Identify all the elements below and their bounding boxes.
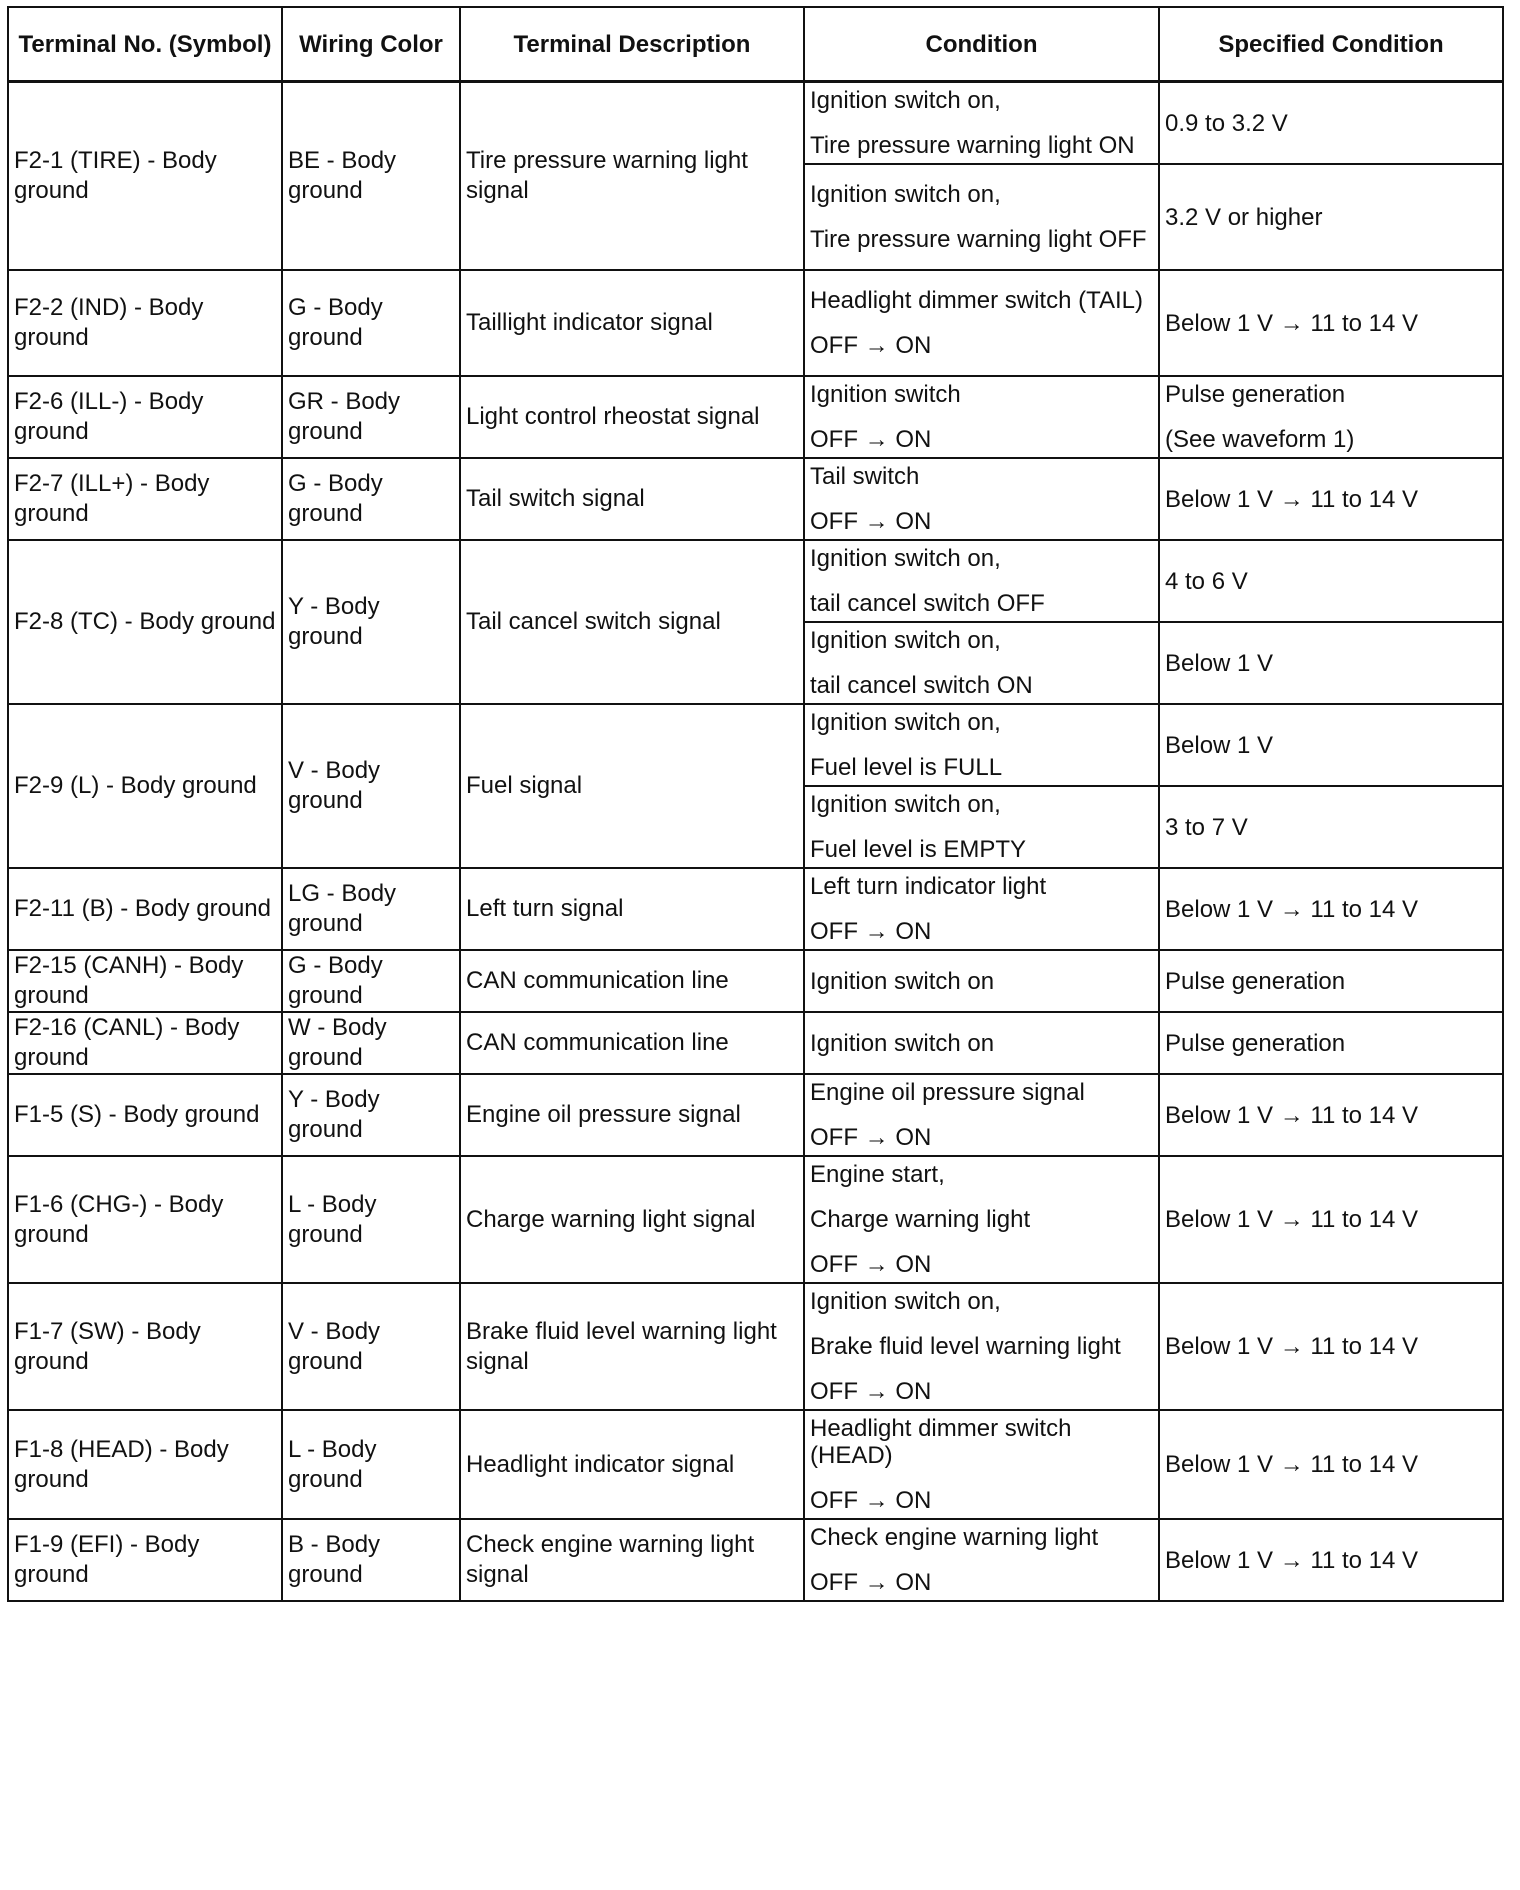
condition-line: Ignition switch on bbox=[810, 967, 995, 995]
description-cell: CAN communication line bbox=[460, 1012, 804, 1074]
condition-line: Left turn indicator light bbox=[810, 873, 1047, 900]
specified-condition-cell bbox=[1159, 82, 1503, 165]
specified-condition-cell bbox=[1159, 1410, 1503, 1519]
condition-line: OFF → ON bbox=[810, 1378, 932, 1405]
wiring-color-cell: L - Body ground bbox=[282, 1410, 460, 1519]
table-row bbox=[8, 950, 1503, 1012]
table-row bbox=[8, 868, 1503, 950]
description-cell: CAN communication line bbox=[460, 950, 804, 1012]
condition-line: Fuel level is EMPTY bbox=[810, 836, 1027, 863]
wiring-color-cell: G - Body ground bbox=[282, 270, 460, 376]
table-row bbox=[8, 1012, 1503, 1074]
table-row bbox=[8, 540, 1503, 622]
header-condition: Condition bbox=[804, 7, 1159, 82]
wiring-color-cell: G - Body ground bbox=[282, 950, 460, 1012]
condition-line: Ignition switch on, bbox=[810, 87, 1001, 114]
condition-cell bbox=[804, 164, 1159, 270]
specified-line: (See waveform 1) bbox=[1165, 426, 1355, 453]
condition-line: Tail switch bbox=[810, 463, 920, 490]
condition-cell bbox=[804, 1074, 1159, 1156]
specified-condition-cell bbox=[1159, 1156, 1503, 1283]
description-cell: Tire pressure warning light signal bbox=[460, 82, 804, 271]
condition-line: Ignition switch on, bbox=[810, 181, 1001, 208]
table-row bbox=[8, 704, 1503, 786]
description-cell: Light control rheostat signal bbox=[460, 376, 804, 458]
specified-line: Pulse generation bbox=[1165, 967, 1346, 995]
header-wiring-color: Wiring Color bbox=[282, 7, 460, 82]
condition-line: Ignition switch on, bbox=[810, 627, 1001, 654]
table-row bbox=[8, 82, 1503, 165]
terminal-cell: F1-6 (CHG-) - Body ground bbox=[8, 1156, 282, 1283]
wiring-color-cell: L - Body ground bbox=[282, 1156, 460, 1283]
table-row bbox=[8, 376, 1503, 458]
specified-condition-cell bbox=[1159, 868, 1503, 950]
condition-cell bbox=[804, 1012, 1159, 1074]
specified-condition-cell bbox=[1159, 786, 1503, 868]
condition-line: OFF → ON bbox=[810, 918, 932, 945]
terminal-cell: F1-7 (SW) - Body ground bbox=[8, 1283, 282, 1410]
specified-condition-cell bbox=[1159, 1074, 1503, 1156]
description-cell: Left turn signal bbox=[460, 868, 804, 950]
condition-cell bbox=[804, 786, 1159, 868]
condition-line: Ignition switch on, bbox=[810, 791, 1001, 818]
description-cell: Check engine warning light signal bbox=[460, 1519, 804, 1601]
header-terminal: Terminal No. (Symbol) bbox=[8, 7, 282, 82]
condition-line: Check engine warning light bbox=[810, 1524, 1099, 1551]
specified-condition-cell bbox=[1159, 1012, 1503, 1074]
terminal-cell: F2-9 (L) - Body ground bbox=[8, 704, 282, 868]
wiring-color-cell: BE - Body ground bbox=[282, 82, 460, 271]
condition-cell bbox=[804, 1519, 1159, 1601]
condition-line: Ignition switch on, bbox=[810, 1288, 1001, 1315]
condition-line: Tire pressure warning light ON bbox=[810, 132, 1135, 159]
terminal-cell: F2-11 (B) - Body ground bbox=[8, 868, 282, 950]
condition-cell bbox=[804, 868, 1159, 950]
condition-line: Engine oil pressure signal bbox=[810, 1079, 1085, 1106]
description-cell: Brake fluid level warning light signal bbox=[460, 1283, 804, 1410]
specified-condition-cell bbox=[1159, 376, 1503, 458]
terminal-cell: F1-8 (HEAD) - Body ground bbox=[8, 1410, 282, 1519]
condition-line: OFF → ON bbox=[810, 508, 932, 535]
condition-cell bbox=[804, 270, 1159, 376]
condition-line: OFF → ON bbox=[810, 1251, 932, 1278]
specified-condition-cell bbox=[1159, 950, 1503, 1012]
wiring-color-cell: Y - Body ground bbox=[282, 540, 460, 704]
specified-condition-cell bbox=[1159, 1519, 1503, 1601]
header-row bbox=[8, 7, 1503, 82]
condition-line: Ignition switch bbox=[810, 381, 961, 408]
condition-line: Charge warning light bbox=[810, 1206, 1031, 1233]
table-row bbox=[8, 1410, 1503, 1519]
description-cell: Headlight indicator signal bbox=[460, 1410, 804, 1519]
condition-cell bbox=[804, 1410, 1159, 1519]
wiring-color-cell: W - Body ground bbox=[282, 1012, 460, 1074]
condition-cell bbox=[804, 950, 1159, 1012]
condition-line: Ignition switch on, bbox=[810, 545, 1001, 572]
specified-condition-cell bbox=[1159, 458, 1503, 540]
terminal-cell: F2-16 (CANL) - Body ground bbox=[8, 1012, 282, 1074]
condition-cell bbox=[804, 376, 1159, 458]
condition-cell bbox=[804, 622, 1159, 704]
description-cell: Tail switch signal bbox=[460, 458, 804, 540]
terminal-cell: F2-7 (ILL+) - Body ground bbox=[8, 458, 282, 540]
condition-line: Ignition switch on, bbox=[810, 709, 1001, 736]
specified-condition-cell bbox=[1159, 1283, 1503, 1410]
wiring-color-cell: GR - Body ground bbox=[282, 376, 460, 458]
terminal-cell: F1-9 (EFI) - Body ground bbox=[8, 1519, 282, 1601]
specified-line: 3.2 V or higher bbox=[1165, 203, 1323, 231]
wiring-color-cell: LG - Body ground bbox=[282, 868, 460, 950]
header-specified-condition: Specified Condition bbox=[1159, 7, 1503, 82]
table-row bbox=[8, 1519, 1503, 1601]
wiring-color-cell: V - Body ground bbox=[282, 704, 460, 868]
specified-line: Below 1 V → 11 to 14 V bbox=[1165, 309, 1419, 337]
terminal-cell: F2-6 (ILL-) - Body ground bbox=[8, 376, 282, 458]
specified-line: Below 1 V bbox=[1165, 731, 1274, 759]
table-row bbox=[8, 458, 1503, 540]
condition-cell bbox=[804, 1156, 1159, 1283]
table-row bbox=[8, 1074, 1503, 1156]
specified-line: Below 1 V → 11 to 14 V bbox=[1165, 1101, 1419, 1129]
terminal-cell: F1-5 (S) - Body ground bbox=[8, 1074, 282, 1156]
condition-line: Ignition switch on bbox=[810, 1029, 995, 1057]
condition-line: OFF → ON bbox=[810, 426, 932, 453]
condition-line: Tire pressure warning light OFF bbox=[810, 226, 1147, 253]
wiring-color-cell: Y - Body ground bbox=[282, 1074, 460, 1156]
table-row bbox=[8, 1156, 1503, 1283]
condition-line: tail cancel switch ON bbox=[810, 672, 1033, 699]
specified-condition-cell bbox=[1159, 704, 1503, 786]
condition-cell bbox=[804, 540, 1159, 622]
terminal-cell: F2-15 (CANH) - Body ground bbox=[8, 950, 282, 1012]
description-cell: Taillight indicator signal bbox=[460, 270, 804, 376]
specified-line: Below 1 V → 11 to 14 V bbox=[1165, 1333, 1419, 1360]
condition-line: OFF → ON bbox=[810, 1124, 932, 1151]
specified-line: Below 1 V → 11 to 14 V bbox=[1165, 1451, 1419, 1478]
condition-line: Headlight dimmer switch (TAIL) bbox=[810, 287, 1143, 314]
specified-line: Pulse generation bbox=[1165, 381, 1346, 408]
specified-line: 0.9 to 3.2 V bbox=[1165, 109, 1288, 137]
wiring-color-cell: G - Body ground bbox=[282, 458, 460, 540]
specified-condition-cell bbox=[1159, 270, 1503, 376]
terminal-cell: F2-2 (IND) - Body ground bbox=[8, 270, 282, 376]
description-cell: Fuel signal bbox=[460, 704, 804, 868]
condition-line: OFF → ON bbox=[810, 1569, 932, 1596]
specified-condition-cell bbox=[1159, 164, 1503, 270]
terminal-table bbox=[7, 6, 1504, 1602]
header-terminal-description: Terminal Description bbox=[460, 7, 804, 82]
specified-line: Pulse generation bbox=[1165, 1029, 1346, 1057]
specified-condition-cell bbox=[1159, 540, 1503, 622]
specified-line: 3 to 7 V bbox=[1165, 813, 1248, 841]
condition-line: tail cancel switch OFF bbox=[810, 590, 1045, 617]
terminal-table-container bbox=[7, 6, 1502, 1602]
wiring-color-cell: B - Body ground bbox=[282, 1519, 460, 1601]
condition-line: Brake fluid level warning light bbox=[810, 1333, 1121, 1360]
wiring-color-cell: V - Body ground bbox=[282, 1283, 460, 1410]
table-row bbox=[8, 1283, 1503, 1410]
description-cell: Charge warning light signal bbox=[460, 1156, 804, 1283]
description-cell: Engine oil pressure signal bbox=[460, 1074, 804, 1156]
specified-line: 4 to 6 V bbox=[1165, 567, 1248, 595]
specified-line: Below 1 V → 11 to 14 V bbox=[1165, 1546, 1419, 1574]
condition-cell bbox=[804, 82, 1159, 165]
table-row bbox=[8, 270, 1503, 376]
condition-line: OFF → ON bbox=[810, 332, 932, 359]
description-cell: Tail cancel switch signal bbox=[460, 540, 804, 704]
specified-line: Below 1 V → 11 to 14 V bbox=[1165, 485, 1419, 513]
condition-line: Headlight dimmer switch (HEAD) bbox=[810, 1415, 1072, 1469]
condition-cell bbox=[804, 458, 1159, 540]
condition-line: Engine start, bbox=[810, 1161, 945, 1188]
specified-line: Below 1 V bbox=[1165, 649, 1274, 677]
condition-line: OFF → ON bbox=[810, 1487, 932, 1514]
terminal-cell: F2-1 (TIRE) - Body ground bbox=[8, 82, 282, 271]
specified-line: Below 1 V → 11 to 14 V bbox=[1165, 895, 1419, 923]
condition-cell bbox=[804, 704, 1159, 786]
specified-line: Below 1 V → 11 to 14 V bbox=[1165, 1206, 1419, 1233]
condition-line: Fuel level is FULL bbox=[810, 754, 1003, 781]
condition-cell bbox=[804, 1283, 1159, 1410]
terminal-cell: F2-8 (TC) - Body ground bbox=[8, 540, 282, 704]
specified-condition-cell bbox=[1159, 622, 1503, 704]
